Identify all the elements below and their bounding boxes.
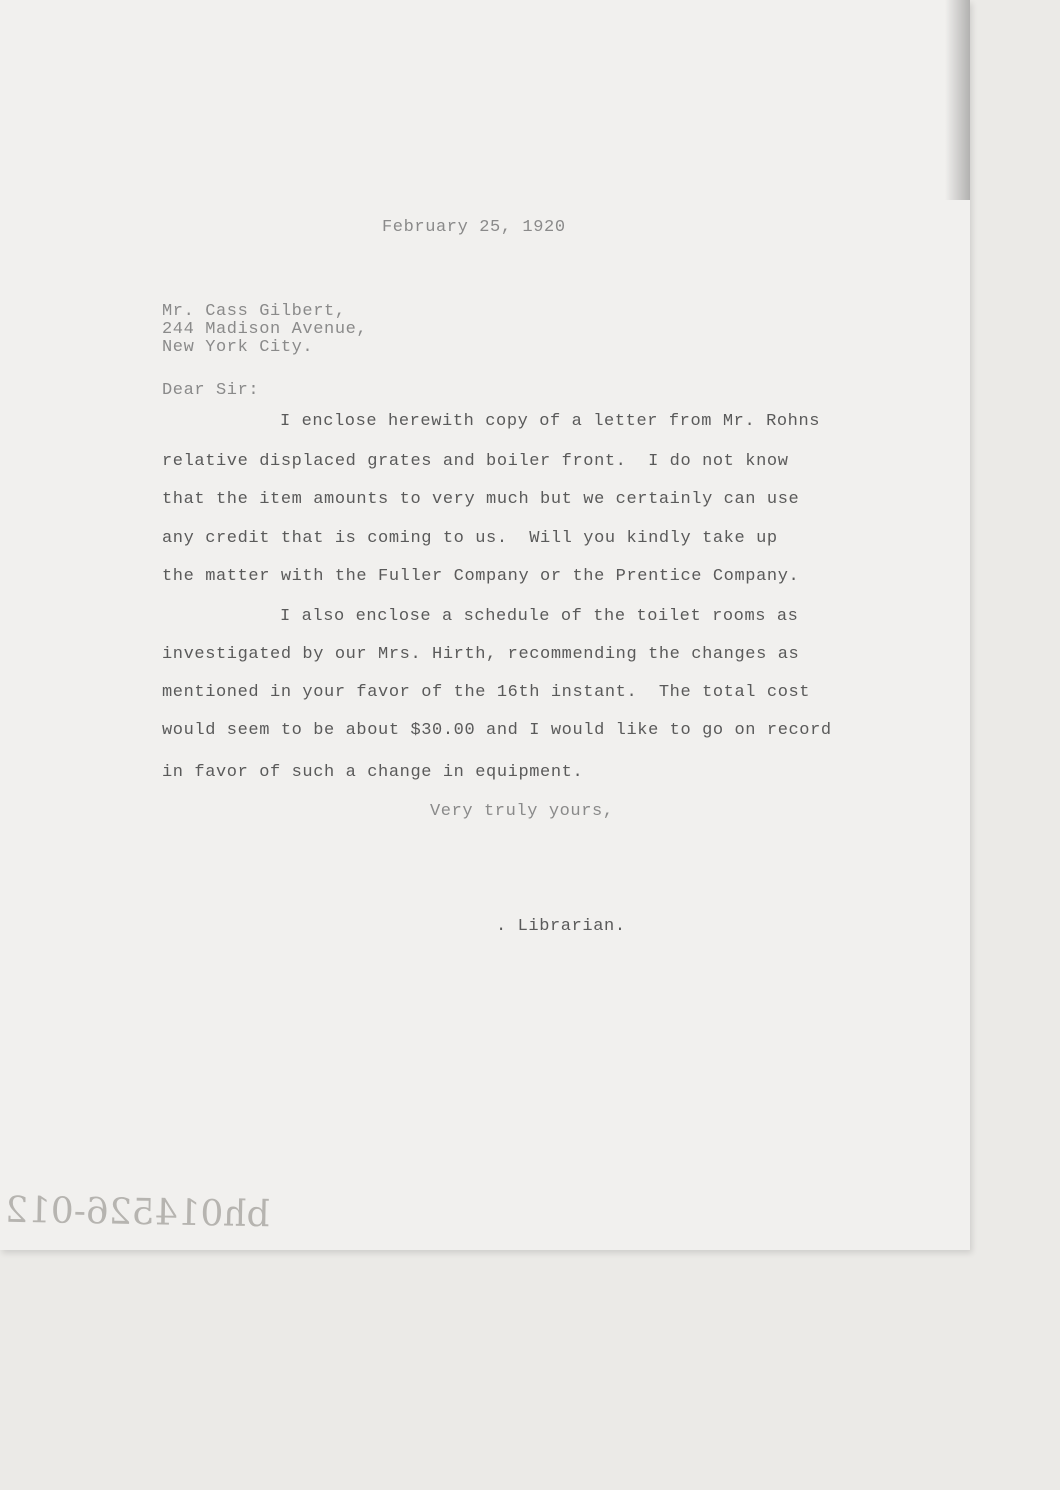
body-line: mentioned in your favor of the 16th instant. The total cost [162,683,811,702]
address-line-2: 244 Madison Avenue, [162,320,368,339]
body-line: I enclose herewith copy of a letter from Mr. Rohns [280,412,821,431]
body-line: in favor of such a change in equipment. [162,763,584,782]
salutation: Dear Sir: [162,381,260,400]
address-line-3: New York City. [162,338,314,357]
body-line: any credit that is coming to us. Will you kindly take up [162,529,778,548]
signature-title: . Librarian. [496,917,626,936]
closing: Very truly yours, [430,802,614,821]
body-line: I also enclose a schedule of the toilet rooms as [280,607,799,626]
pencil-catalog-number: bh014526-012 [4,1189,270,1236]
body-line: would seem to be about $30.00 and I would like to go on record [162,721,832,740]
page-edge-shadow [945,0,970,200]
body-line: investigated by our Mrs. Hirth, recommending the changes as [162,645,800,664]
address-line-1: Mr. Cass Gilbert, [162,302,346,321]
body-line: relative displaced grates and boiler front. I do not know [162,452,789,471]
body-line: that the item amounts to very much but we certainly can use [162,490,800,509]
body-line: the matter with the Fuller Company or the Prentice Company. [162,567,800,586]
letter-date: February 25, 1920 [382,218,566,237]
